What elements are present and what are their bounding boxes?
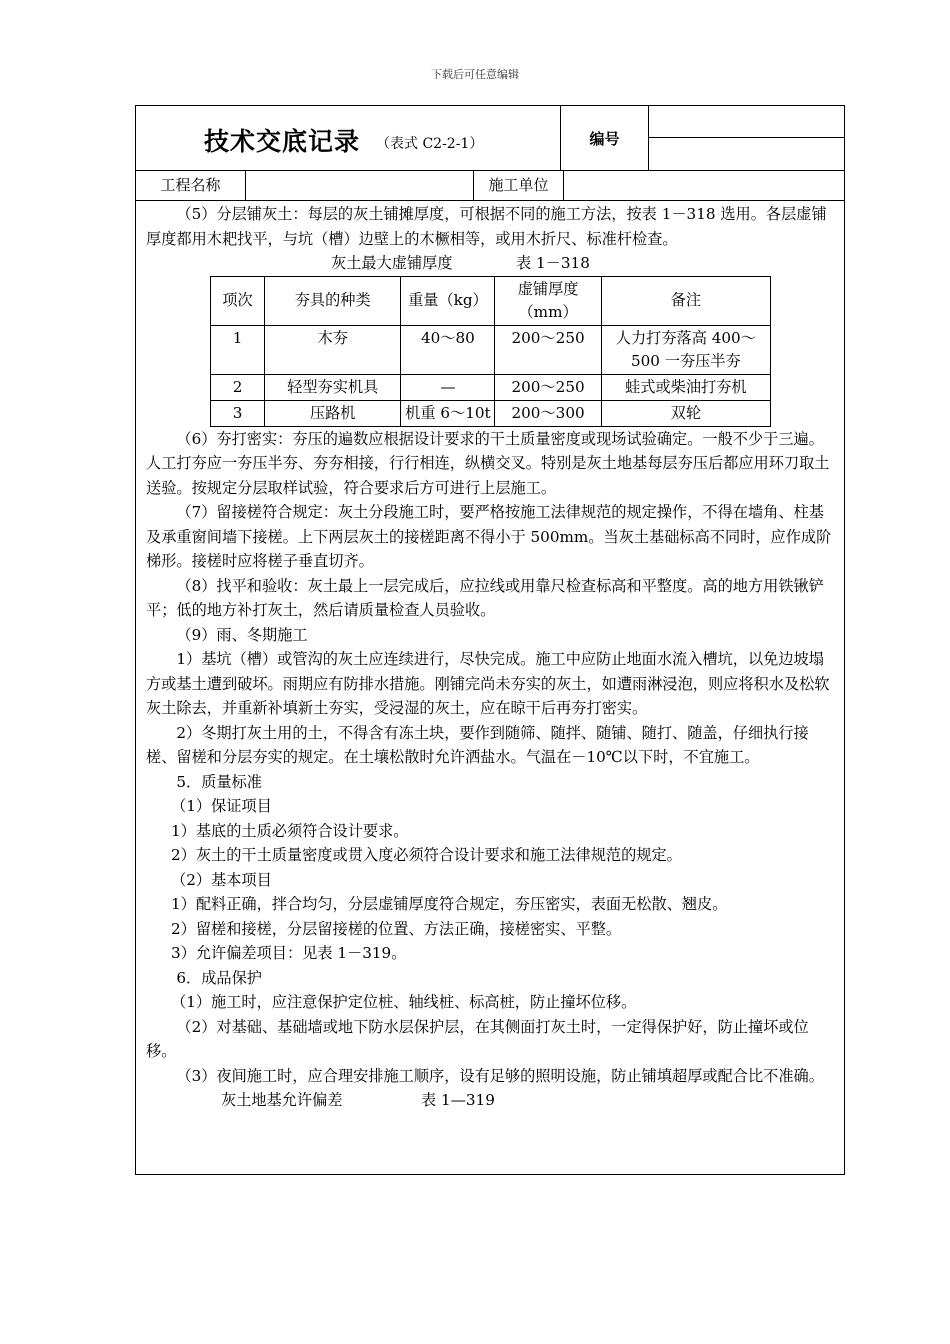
header-cell: 夯具的种类: [265, 276, 401, 325]
download-note: 下载后可任意编辑: [431, 68, 519, 81]
section-quality-standard: 5．质量标准: [176, 772, 262, 791]
table-row: [211, 400, 771, 426]
table-cell: 蛙式或柴油打夯机: [601, 374, 770, 400]
number-label: 编号: [561, 106, 649, 170]
form-title: 技术交底记录: [204, 127, 361, 156]
construction-unit-label: 施工单位: [474, 171, 564, 200]
subsection-guarantee-items: （1）保证项目: [171, 797, 272, 815]
paragraph-leveling: （8）找平和验收：灰土最上一层完成后，应拉线或用靠尺检查标高和平整度。高的地方用铁锹铲平；低的地方补打灰土，然后请质量检查人员验收。: [146, 576, 824, 619]
table-cell: 双轮: [601, 400, 770, 426]
form-title-cell: [136, 106, 561, 170]
table-318-number: 表 1－318: [516, 254, 590, 272]
table-319-caption: [146, 1088, 836, 1113]
table-cell: 2: [211, 374, 265, 400]
header-cell: 备注: [601, 276, 770, 325]
construction-unit-field[interactable]: [564, 171, 844, 200]
paragraph-winter: 2）冬期打灰土用的土，不得含有冻土块，要作到随筛、随拌、随铺、随打、随盖，仔细执行接槎、留槎和分层夯实的规定。在土壤松散时允许洒盐水。气温在－10℃以下时，不宜施工。: [146, 723, 809, 766]
paragraph-layered-lime: （5）分层铺灰土：每层的灰土铺摊厚度，可根据不同的施工方法，按表 1－318 选用。各层虚铺厚度都用木耙找平，与坑（槽）边壁上的木橛相等，或用木折尺、标准杆检查。: [146, 205, 827, 248]
list-item: （2）对基础、基础墙或地下防水层保护层，在其侧面打灰土时，一定得保护好，防止撞坏或位移。: [146, 1017, 809, 1060]
table-cell: 200～250: [495, 374, 601, 400]
list-item: 1）配料正确，拌合均匀，分层虚铺厚度符合规定，夯压密实，表面无松散、翘皮。: [171, 895, 728, 913]
table-cell: 1: [211, 325, 265, 374]
list-item: 2）留槎和接槎，分层留接槎的位置、方法正确，接槎密实、平整。: [171, 919, 622, 938]
project-info-row: [136, 170, 844, 201]
list-item: （1）施工时，应注意保护定位桩、轴线桩、标高桩，防止撞坏位移。: [171, 993, 637, 1011]
project-name-field[interactable]: [246, 171, 474, 200]
table-cell: 压路机: [265, 400, 401, 426]
table-cell: 200～250: [495, 325, 601, 374]
table-318-caption: [146, 251, 836, 276]
table-cell: 3: [211, 400, 265, 426]
table-cell: 轻型夯实机具: [265, 374, 401, 400]
header-cell: 虚铺厚度（mm）: [495, 276, 601, 325]
header-cell: 重量（kg）: [401, 276, 495, 325]
paragraph-rain-winter: （9）雨、冬期施工: [176, 625, 308, 644]
disclosure-record-form: [135, 105, 845, 1175]
list-item: 2）灰土的干土质量密度或贯入度必须符合设计要求和施工法律规范的规定。: [171, 846, 682, 864]
table-row: [211, 374, 771, 400]
project-name-label: 工程名称: [136, 171, 246, 200]
table-cell: 机重 6～10t: [401, 400, 495, 426]
table-cell: 木夯: [265, 325, 401, 374]
form-code: （表式 C2-2-1）: [376, 136, 484, 152]
subsection-basic-items: （2）基本项目: [171, 870, 272, 889]
list-item: 3）允许偏差项目：见表 1－319。: [171, 944, 407, 962]
table-318: [210, 276, 771, 427]
table-319-title: 灰土地基允许偏差: [221, 1091, 343, 1109]
number-value-cell[interactable]: [649, 106, 845, 170]
table-cell: 200～300: [495, 400, 601, 426]
table-cell: 人力打夯落高 400～500 一夯压半夯: [601, 325, 770, 374]
list-item: 1）基底的土质必须符合设计要求。: [171, 821, 409, 840]
disclosure-content: [146, 202, 836, 1113]
section-product-protection: 6．成品保护: [176, 968, 262, 987]
header-cell: 项次: [211, 276, 265, 325]
paragraph-joints: （7）留接槎符合规定：灰土分段施工时，要严格按施工法律规范的规定操作，不得在墙角、柱基及承重窗间墙下接槎。上下两层灰土的接槎距离不得小于 500mm。当灰土基础标高不同时，应作成阶梯形。接槎时应将槎子垂直切齐。: [146, 503, 832, 570]
list-item: （3）夜间施工时，应合理安排施工顺序，设有足够的照明设施，防止铺填超厚或配合比不准确。: [176, 1066, 824, 1085]
table-cell: —: [401, 374, 495, 400]
table-cell: 40～80: [401, 325, 495, 374]
table-header-row: [211, 276, 771, 325]
paragraph-rain: 1）基坑（槽）或管沟的灰土应连续进行，尽快完成。施工中应防止地面水流入槽坑，以免边坡塌方或基土遭到破坏。雨期应有防排水措施。刚铺完尚未夯实的灰土，如遭雨淋浸泡，则应将积水及松软灰土除去，并重新补填新土夯实，受浸湿的灰土，应在晾干后再夯打密实。: [146, 650, 830, 717]
table-319-number: 表 1—319: [421, 1091, 495, 1109]
table-row: [211, 325, 771, 374]
table-318-title: 灰土最大虚铺厚度: [331, 254, 453, 272]
paragraph-compaction: （6）夯打密实：夯压的遍数应根据设计要求的干土质量密度或现场试验确定。一般不少于三遍。人工打夯应一夯压半夯、夯夯相接，行行相连，纵横交叉。特别是灰土地基每层夯压后都应用环刀取土送验。按规定分层取样试验，符合要求后方可进行上层施工。: [146, 429, 830, 497]
